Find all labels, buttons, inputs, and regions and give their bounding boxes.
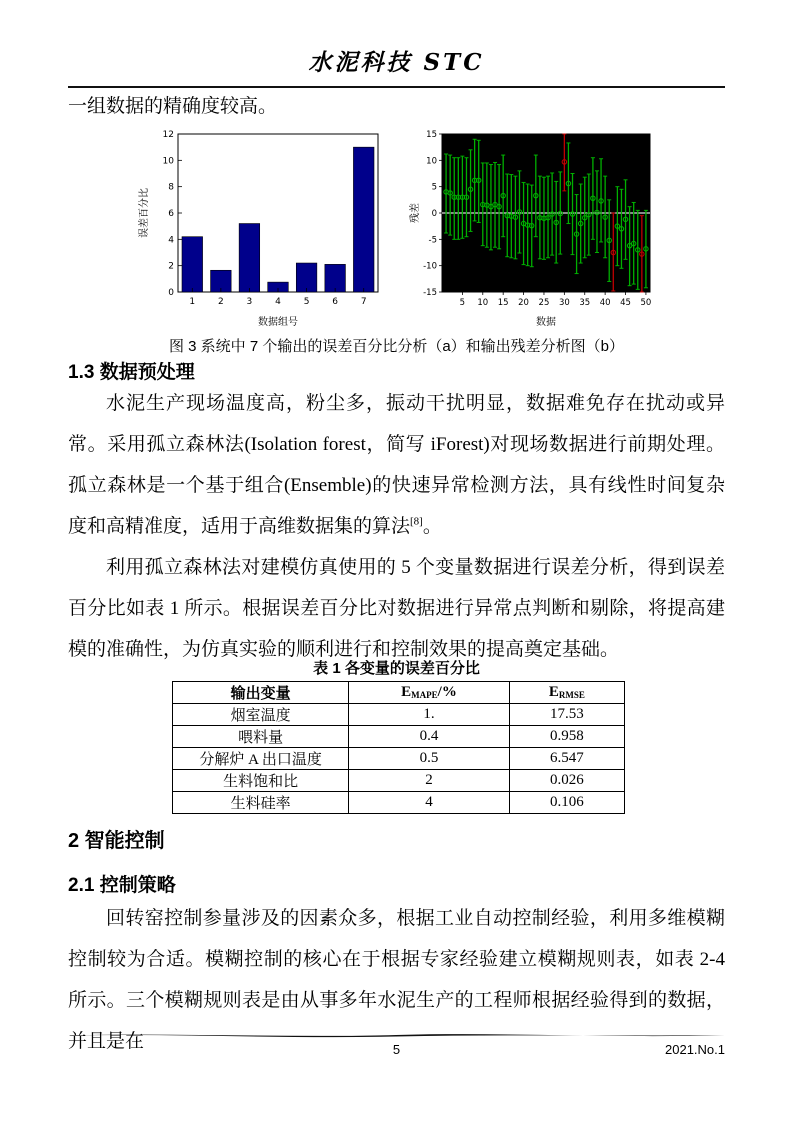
x-axis-label: 数据组号	[258, 317, 298, 328]
figure-3-caption: 图 3 系统中 7 个输出的误差百分比分析（a）和输出残差分析图（b）	[168, 338, 625, 355]
section-heading-2: 2 智能控制	[68, 830, 165, 852]
paragraph-2: 利用孤立森林法对建模仿真使用的 5 个变量数据进行误差分析，得到误差百分比如表 1 所示。根据误差百分比对数据进行异常点判断和剔除，将提高建模的准确性，为仿真实验的顺利进行和控制效果的提高奠定基础。	[68, 557, 725, 660]
journal-title: 水泥科技 STC	[308, 49, 485, 76]
x-tick-label: 30	[558, 298, 570, 308]
y-tick-label: 12	[162, 130, 174, 140]
y-tick-label: 2	[168, 261, 174, 272]
x-tick-label: 5	[303, 297, 310, 307]
y-axis-label: 残差	[410, 203, 421, 223]
y-tick-label: 10	[426, 156, 437, 167]
table-cell: 0.5	[349, 748, 509, 770]
y-tick-label: 10	[162, 156, 174, 167]
page-number: 5	[392, 1042, 401, 1057]
table-header-cell: 输出变量	[173, 682, 349, 704]
reference-8-superscript: [8]	[410, 515, 423, 528]
x-tick-label: 7	[360, 297, 367, 307]
y-axis-label: 误差百分比	[139, 188, 150, 238]
x-tick-label: 5	[459, 298, 466, 308]
y-tick-label: -15	[423, 288, 437, 298]
x-tick-label: 15	[497, 298, 509, 308]
table-row	[173, 726, 625, 748]
error-percentage-bar-chart	[136, 126, 390, 330]
bar	[353, 147, 374, 292]
x-tick-label: 40	[599, 298, 611, 308]
table-row	[173, 770, 625, 792]
x-tick-label: 6	[332, 297, 339, 307]
paragraph-3: 回转窑控制参量涉及的因素众多，根据工业自动控制经验，利用多维模糊控制较为合适。模糊控制的核心在于根据专家经验建立模糊规则表，如表 2-4 所示。三个模糊规则表是由从事多年水泥生产的工程师根据经验得到的数据，并且是在	[68, 908, 725, 1052]
table-cell: 烟室温度	[173, 704, 349, 726]
bar	[239, 224, 260, 292]
y-tick-label: 4	[168, 235, 174, 246]
table-cell: 2	[349, 770, 509, 792]
bar	[296, 263, 317, 292]
table-cell: 喂料量	[173, 726, 349, 748]
section-heading-1-3: 1.3 数据预处理	[68, 362, 195, 383]
x-tick-label: 35	[579, 298, 591, 308]
x-tick-label: 1	[189, 297, 196, 307]
table-cell: 4	[349, 792, 509, 814]
intro-sentence: 一组数据的精确度较高。	[68, 96, 278, 117]
table-cell: 生料硅率	[173, 792, 349, 814]
table-cell: 17.53	[509, 704, 624, 726]
y-tick-label: 15	[426, 130, 437, 140]
y-tick-label: -10	[423, 261, 437, 272]
table-1-caption: 表 1 各变量的误差百分比	[313, 660, 480, 677]
table-cell: 生料饱和比	[173, 770, 349, 792]
y-tick-label: 5	[431, 182, 437, 193]
x-tick-label: 50	[640, 298, 652, 308]
table-header-row	[173, 682, 625, 704]
plot-box	[178, 134, 378, 292]
table-cell: 6.547	[509, 748, 624, 770]
x-tick-label: 4	[275, 297, 281, 307]
x-tick-label: 45	[620, 298, 631, 308]
table-cell: 0.4	[349, 726, 509, 748]
table-row	[173, 748, 625, 770]
x-tick-label: 2	[217, 297, 224, 307]
x-tick-label: 20	[518, 298, 529, 308]
y-tick-label: 0	[431, 209, 437, 219]
footer-divider	[68, 1031, 725, 1040]
table-row	[173, 704, 625, 726]
issue-label: 2021.No.1	[665, 1042, 725, 1057]
table-header-cell: $E_{MAPE}/\%$	[349, 682, 509, 704]
section-heading-2-1: 2.1 控制策略	[68, 875, 176, 896]
x-tick-label: 10	[477, 298, 489, 308]
table-cell: 0.106	[509, 792, 624, 814]
bar	[182, 237, 203, 292]
x-tick-label: 25	[538, 298, 550, 308]
y-tick-label: 0	[168, 288, 174, 298]
header-rule	[68, 86, 725, 88]
bar	[325, 264, 346, 292]
error-percentage-table	[172, 681, 625, 814]
residual-errorbar-chart	[408, 126, 662, 330]
x-axis-label: 数据	[536, 317, 556, 328]
paragraph-1-text: 水泥生产现场温度高，粉尘多，振动干扰明显，数据难免存在扰动或异常。采用孤立森林法(Isolation forest，简写 iForest)对现场数据进行前期处理。孤立森林是一个基于组合(Ensemble)的快速异常检测方法，具有线性时间复杂度和高精准度，适用于高维数据集的算法	[68, 393, 725, 537]
body-text-block-1	[68, 383, 725, 670]
table-row	[173, 792, 625, 814]
table-cell: 1.	[349, 704, 509, 726]
y-tick-label: -5	[428, 235, 437, 246]
table-header-cell: $E_{RMSE}$	[509, 682, 624, 704]
x-tick-label: 3	[246, 297, 253, 307]
y-tick-label: 6	[168, 209, 174, 219]
paragraph-1-period: 。	[422, 516, 442, 537]
table-cell: 0.026	[509, 770, 624, 792]
table-cell: 分解炉 A 出口温度	[173, 748, 349, 770]
y-tick-label: 8	[168, 182, 174, 193]
paragraph-1	[68, 383, 725, 547]
table-cell: 0.958	[509, 726, 624, 748]
